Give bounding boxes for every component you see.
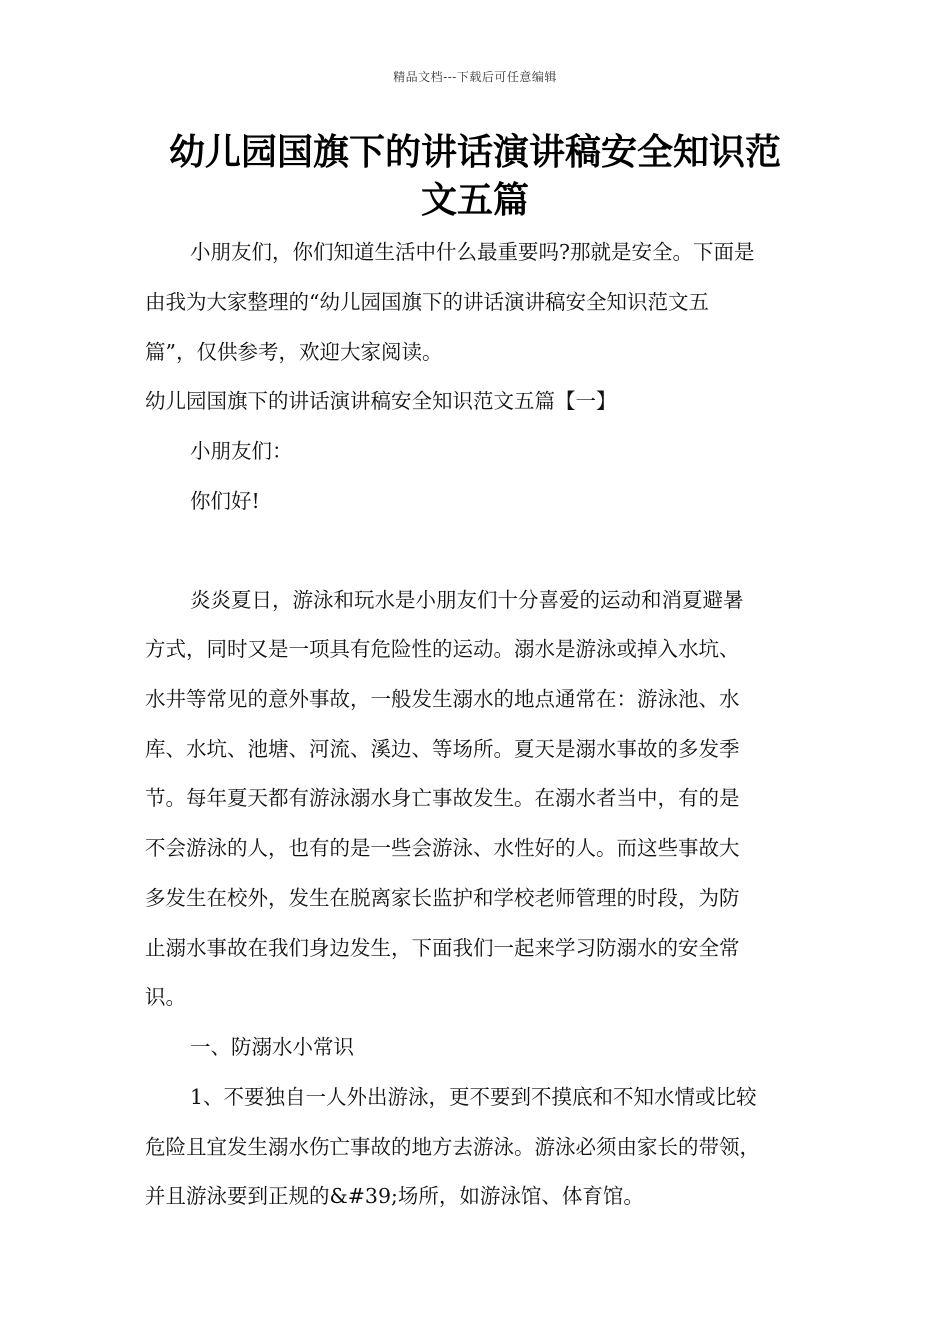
item-line-1: 1、不要独自一人外出游泳，更不要到不摸底和不知水情或比较	[190, 1085, 757, 1109]
body-line-5: 节。每年夏天都有游泳溺水身亡事故发生。在溺水者当中，有的是	[145, 786, 740, 810]
greeting-line-1: 小朋友们：	[190, 439, 293, 463]
item-line-2: 危险且宜发生溺水伤亡事故的地方去游泳。游泳必须由家长的带领，	[145, 1135, 760, 1159]
body-line-1: 炎炎夏日，游泳和玩水是小朋友们十分喜爱的运动和消夏避暑	[190, 588, 744, 612]
title-line-2: 文五篇	[420, 179, 529, 221]
item-line-3: 并且游泳要到正规的&#39;场所，如游泳馆、体育馆。	[145, 1184, 644, 1208]
intro-line-1: 小朋友们，你们知道生活中什么最重要吗?那就是安全。下面是	[190, 240, 755, 264]
body-line-4: 库、水坑、池塘、河流、溪边、等场所。夏天是溺水事故的多发季	[145, 737, 740, 761]
section-heading: 幼儿园国旗下的讲话演讲稿安全知识范文五篇【一】	[145, 389, 617, 413]
title-line-1: 幼儿园国旗下的讲话演讲稿安全知识范	[168, 131, 781, 173]
body-line-8: 止溺水事故在我们身边发生，下面我们一起来学习防溺水的安全常	[145, 936, 740, 960]
body-line-9: 识。	[145, 985, 186, 1009]
greeting-line-2: 你们好!	[190, 489, 260, 513]
body-line-3: 水井等常见的意外事故，一般发生溺水的地点通常在：游泳池、水	[145, 687, 740, 711]
body-line-6: 不会游泳的人，也有的是一些会游泳、水性好的人。而这些事故大	[145, 836, 740, 860]
subheading: 一、防溺水小常识	[190, 1035, 354, 1059]
document-title	[130, 128, 820, 224]
intro-line-2: 由我为大家整理的“幼儿园国旗下的讲话演讲稿安全知识范文五	[145, 290, 709, 314]
body-line-7: 多发生在校外，发生在脱离家长监护和学校老师管理的时段，为防	[145, 886, 740, 910]
intro-line-3: 篇”，仅供参考，欢迎大家阅读。	[145, 340, 443, 364]
header-note: 精品文档---下载后可任意编辑	[393, 70, 557, 84]
body-line-2: 方式，同时又是一项具有危险性的运动。溺水是游泳或掉入水坑、	[145, 637, 740, 661]
